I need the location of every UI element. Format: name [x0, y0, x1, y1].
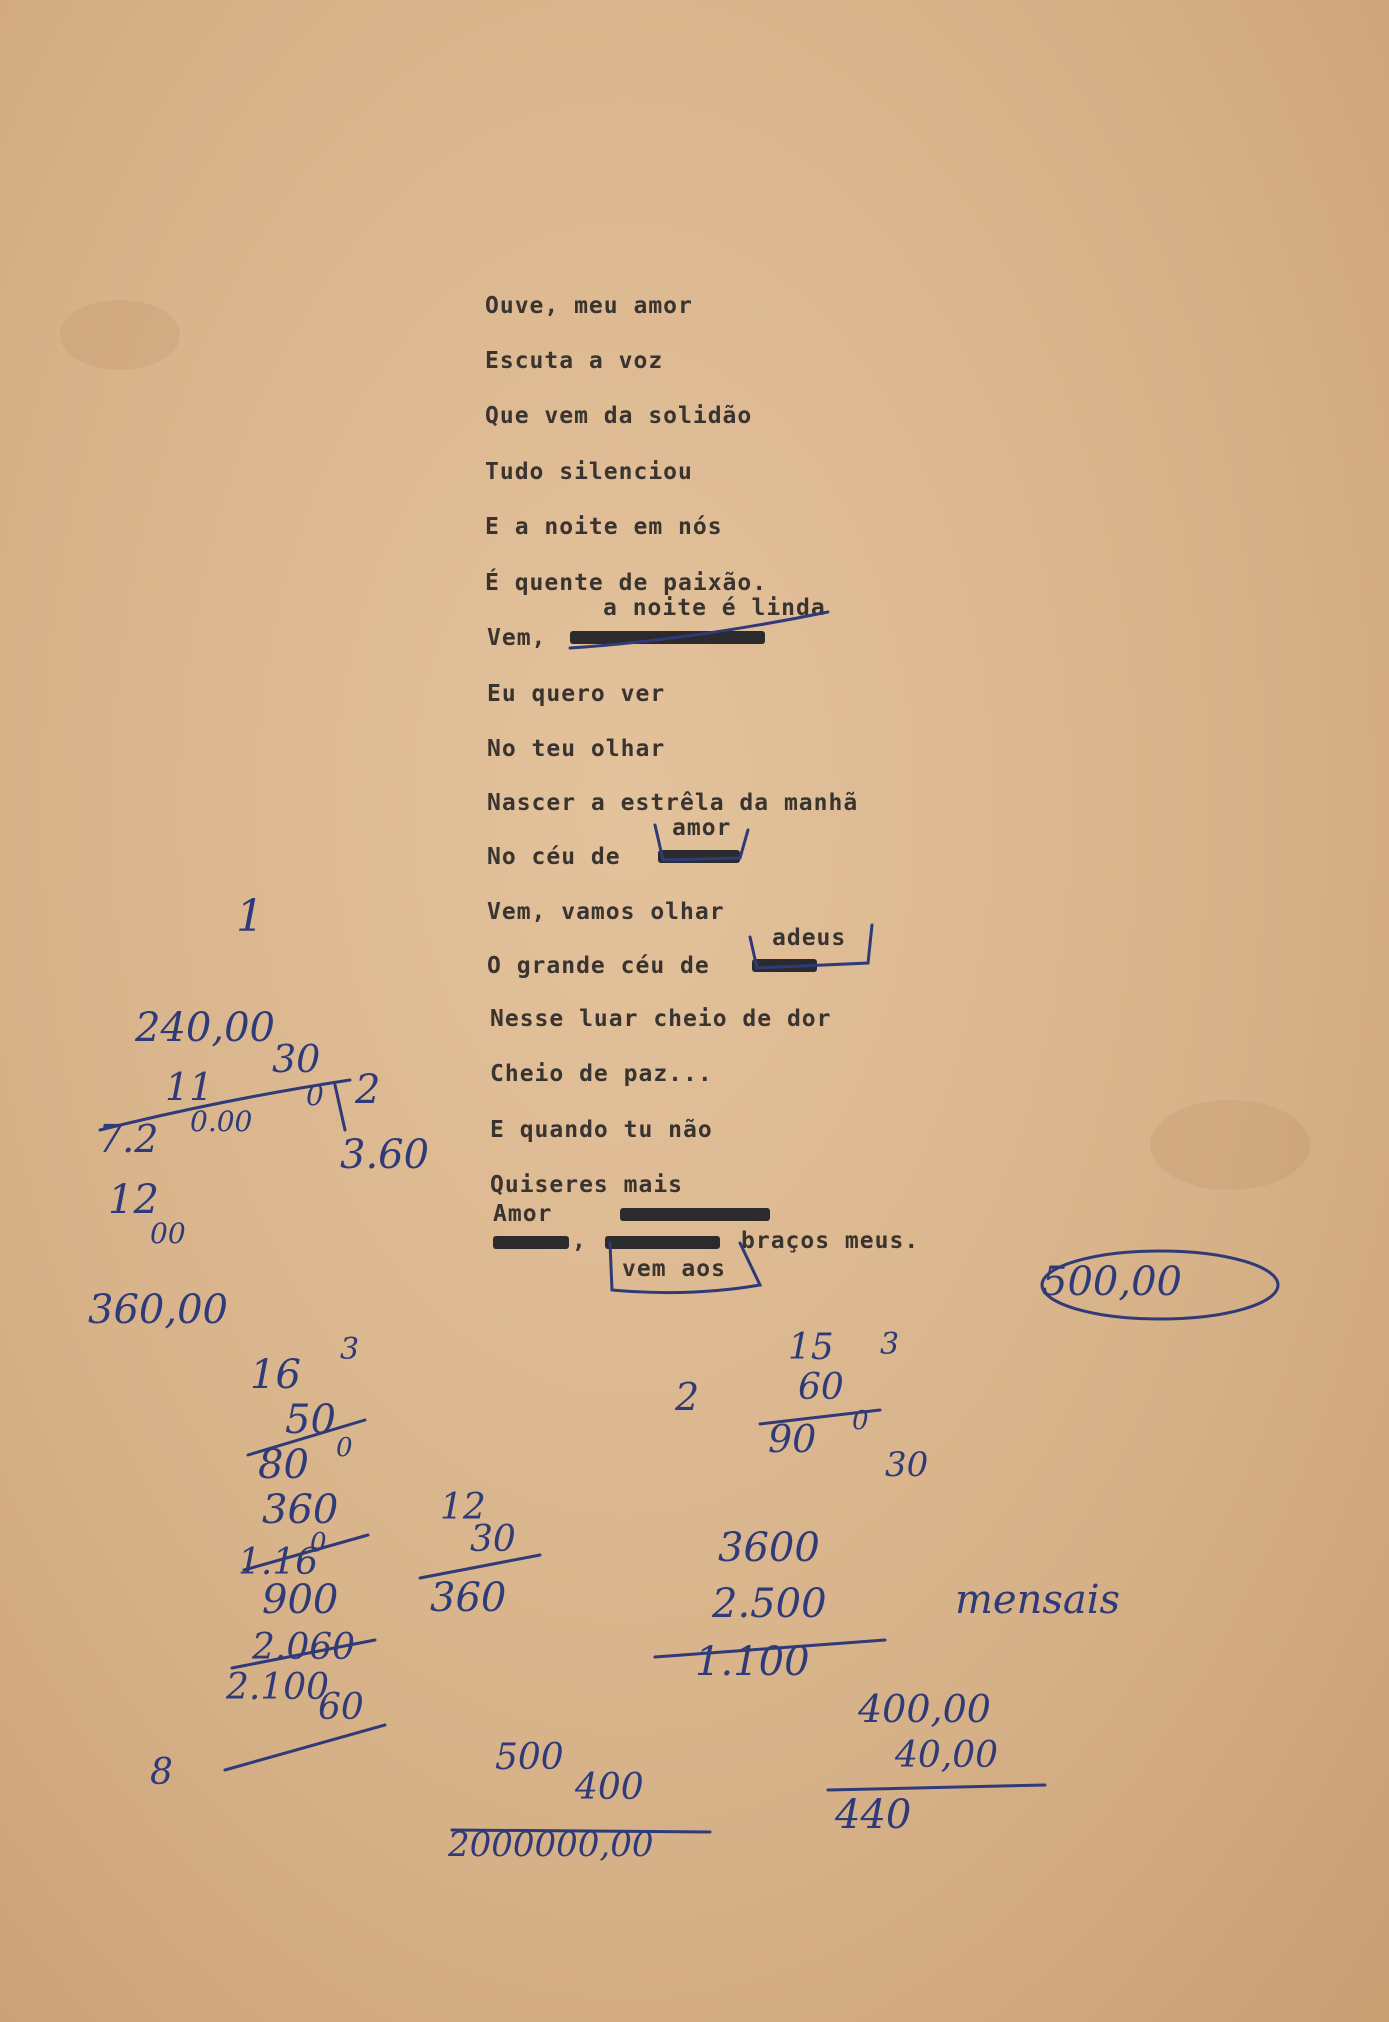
poem-line: Vem,: [487, 625, 547, 651]
poem-insertion: amor: [672, 815, 732, 841]
handwritten-number: 60: [798, 1367, 844, 1408]
handwritten-number: 1: [236, 891, 264, 942]
circled-total: 500,00: [1042, 1259, 1182, 1305]
handwritten-number: 400,00: [858, 1687, 991, 1731]
handwritten-number: 2: [355, 1067, 381, 1113]
handwritten-number: 30: [885, 1445, 929, 1485]
poem-line: Cheio de paz...: [490, 1061, 713, 1087]
poem-line: No céu de: [487, 844, 621, 870]
poem-line: E a noite em nós: [485, 514, 723, 540]
handwritten-number: 400: [575, 1767, 644, 1808]
handwritten-number: 3: [880, 1327, 900, 1362]
poem-line: No teu olhar: [487, 736, 666, 762]
poem-line: Amor: [493, 1201, 553, 1227]
poem-line: Que vem da solidão: [485, 403, 753, 429]
handwritten-number: 8: [150, 1752, 173, 1793]
handwritten-number: 0: [852, 1406, 869, 1436]
handwritten-number: 1.16: [238, 1542, 319, 1583]
poem-line: Eu quero ver: [487, 681, 666, 707]
handwritten-number: 900: [262, 1577, 339, 1623]
handwritten-number: 0: [336, 1433, 353, 1463]
poem-line: Vem, vamos olhar: [487, 899, 725, 925]
handwritten-number: 1.100: [695, 1639, 810, 1685]
handwritten-number: 440: [835, 1792, 912, 1838]
handwritten-number: 80: [258, 1442, 309, 1488]
poem-line: O grande céu de: [487, 953, 710, 979]
handwritten-number: 3: [340, 1332, 360, 1367]
caret-mark: [610, 1243, 760, 1293]
handwritten-number: 2.500: [712, 1581, 827, 1627]
handwritten-number: 240,00: [135, 1005, 275, 1051]
poem-line: Nesse luar cheio de dor: [490, 1006, 832, 1032]
handwritten-number: 90: [768, 1417, 817, 1461]
handwritten-number: 12: [440, 1487, 486, 1528]
poem-line: Ouve, meu amor: [485, 293, 693, 319]
poem-line: ,: [572, 1228, 587, 1254]
caret-mark: [655, 825, 748, 860]
poem-line: É quente de paixão.: [485, 570, 768, 596]
handwritten-number: 360: [262, 1487, 339, 1533]
handwritten-number: 12: [108, 1177, 159, 1223]
poem-line: braços meus.: [741, 1228, 920, 1254]
handwritten-number: 30: [470, 1519, 516, 1560]
handwritten-number: 60: [318, 1687, 364, 1728]
poem-insertion: vem aos: [622, 1256, 726, 1282]
handwritten-number: 11: [165, 1065, 214, 1109]
poem-insertion: adeus: [772, 925, 847, 951]
handwritten-number: 40,00: [895, 1735, 999, 1776]
division-line: [828, 1785, 1045, 1790]
division-line: [335, 1085, 345, 1130]
handwritten-number: 3600: [718, 1525, 820, 1571]
poem-line: Nascer a estrêla da manhã: [487, 790, 859, 816]
poem-line: Quiseres mais: [490, 1172, 684, 1198]
handwritten-number: 2000000,00: [448, 1825, 654, 1865]
handwritten-number: 0: [306, 1079, 324, 1112]
handwritten-number: 2: [675, 1375, 700, 1419]
handwritten-number: 30: [272, 1037, 321, 1081]
handwritten-number: 500: [495, 1737, 564, 1778]
handwritten-number: 0.00: [190, 1105, 253, 1138]
handwritten-number: 16: [250, 1352, 301, 1398]
poem-line: Tudo silenciou: [485, 459, 693, 485]
handwritten-number: 3.60: [340, 1132, 430, 1178]
handwritten-number: 00: [150, 1217, 186, 1250]
handwritten-number: 15: [788, 1327, 834, 1368]
handwritten-number: 0: [310, 1528, 327, 1558]
handwritten-number: 2.060: [252, 1627, 356, 1668]
handwritten-number: 7.2: [98, 1117, 159, 1161]
poem-line: Escuta a voz: [485, 348, 664, 374]
handwritten-number: 360: [430, 1575, 507, 1621]
handwritten-number: 50: [285, 1397, 336, 1443]
handwritten-number: 360,00: [88, 1287, 228, 1333]
handwritten-word: mensais: [955, 1577, 1121, 1623]
poem-insertion: a noite é linda: [603, 595, 826, 621]
division-line: [225, 1725, 385, 1770]
poem-line: E quando tu não: [490, 1117, 713, 1143]
caret-mark: [570, 612, 828, 648]
handwritten-number: 2.100: [226, 1667, 330, 1708]
caret-mark: [750, 925, 872, 968]
